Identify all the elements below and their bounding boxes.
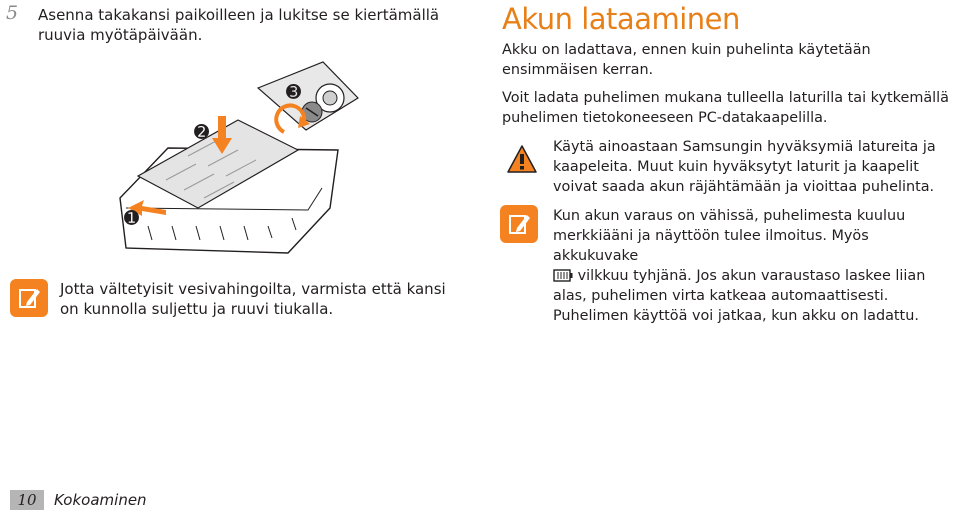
- intro-paragraph: Akku on ladattava, ennen kuin puhelinta käytetään ensimmäisen kerran.: [502, 42, 871, 78]
- phone-back-cover-illustration: [108, 58, 370, 266]
- left-note-text: Jotta vältetyisit vesivahingoilta, varmista että kansi on kunnolla suljettu ja ruuvi tiukalla.: [60, 280, 446, 318]
- step-number: 5: [6, 2, 19, 24]
- note-pencil-icon: [10, 279, 48, 317]
- callout-1: ➊: [124, 208, 140, 229]
- section-title: Akun lataaminen: [502, 2, 740, 36]
- warning-text: Käytä ainoastaan Samsungin hyväksymiä latureita ja kaapeleita. Muut kuin hyväksytyt laturit ja kaapelit voivat saada akun räjähtämään ja vioittaa puhelinta.: [553, 139, 936, 195]
- battery-note-text-after: vilkkuu tyhjänä. Jos akun varaustaso laskee liian alas, puhelimen virta katkeaa automaattisesti. Puhelimen käyttöä voi jatkaa, kun akku on ladattu.: [553, 268, 926, 324]
- chapter-name: Kokoaminen: [54, 491, 147, 509]
- battery-note: [553, 206, 953, 326]
- empty-battery-icon: [553, 269, 573, 282]
- page-number: 10: [10, 490, 44, 510]
- step-instruction: Asenna takakansi paikoilleen ja lukitse se kiertämällä ruuvia myötäpäivään.: [38, 6, 440, 44]
- callout-3: ➌: [286, 82, 302, 103]
- callout-2: ➋: [194, 122, 210, 143]
- charging-paragraph: Voit ladata puhelimen mukana tulleella laturilla tai kytkemällä puhelimen tietokoneeseen PC-datakaapelilla.: [502, 90, 949, 126]
- warning-triangle-icon: [506, 144, 538, 174]
- note-pencil-icon: [500, 205, 538, 243]
- battery-note-text-before: Kun akun varaus on vähissä, puhelimesta kuuluu merkkiääni ja näyttöön tulee ilmoitus. Myös akkukuvake: [553, 208, 906, 264]
